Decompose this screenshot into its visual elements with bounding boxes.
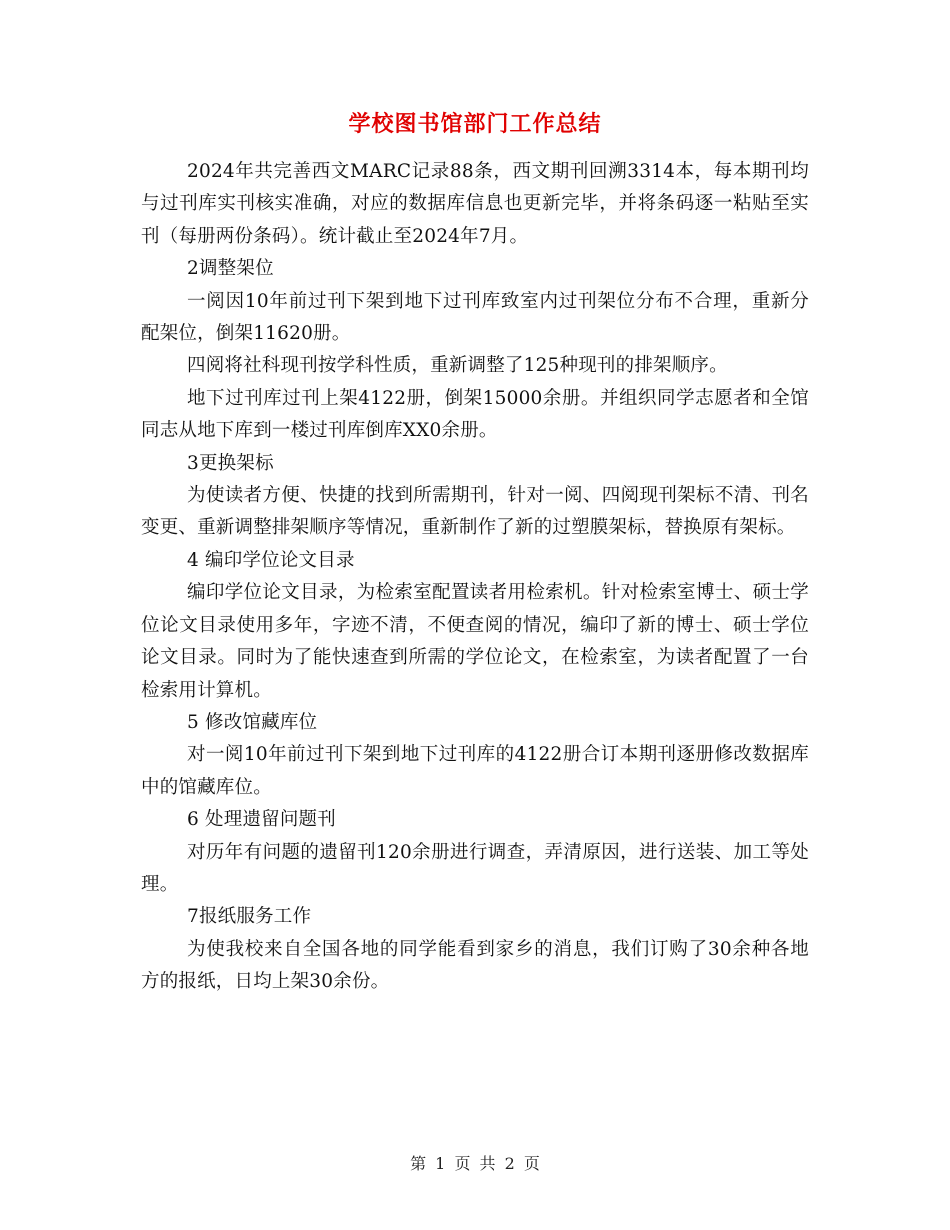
paragraph-2-1: 一阅因10年前过刊下架到地下过刊库致室内过刊架位分布不合理，重新分配架位，倒架11620册。 xyxy=(141,290,809,345)
section-heading-7: 7报纸服务工作 xyxy=(187,906,312,928)
page-footer: 第 1 页 共 2 页 xyxy=(410,1154,540,1173)
paragraph-3-1: 为使读者方便、快捷的找到所需期刊，针对一阅、四阅现刊架标不清、刊名变更、重新调整排架顺序等情况，重新制作了新的过塑膜架标，替换原有架标。 xyxy=(141,485,809,539)
section-heading-5: 5 修改馆藏库位 xyxy=(187,711,318,733)
paragraph-2-2: 四阅将社科现刊按学科性质，重新调整了125种现刊的排架顺序。 xyxy=(187,355,728,377)
paragraph-6-1: 对历年有问题的遗留刊120余册进行调查，弄清原因，进行送装、加工等处理。 xyxy=(141,841,809,895)
section-heading-4: 4 编印学位论文目录 xyxy=(187,549,355,571)
section-heading-2: 2调整架位 xyxy=(187,258,274,280)
paragraph-7-1: 为使我校来自全国各地的同学能看到家乡的消息，我们订购了30余种各地方的报纸，日均上架30余份。 xyxy=(141,938,809,993)
paragraph-4-1: 编印学位论文目录，为检索室配置读者用检索机。针对检索室博士、硕士学位论文目录使用多年，字迹不清，不便查阅的情况，编印了新的博士、硕士学位论文目录。同时为了能快速查到所需的学位论文，在检索室，为读者配置了一台检索用计算机。 xyxy=(141,582,809,701)
document-body xyxy=(141,156,809,999)
paragraph-2-3: 地下过刊库过刊上架4122册，倒架15000余册。并组织同学志愿者和全馆同志从地下库到一楼过刊库倒库XX0余册。 xyxy=(141,387,809,442)
section-heading-6: 6 处理遗留问题刊 xyxy=(187,809,336,831)
paragraph-5-1: 对一阅10年前过刊下架到地下过刊库的4122册合订本期刊逐册修改数据库中的馆藏库位。 xyxy=(141,744,809,798)
section-heading-3: 3更换架标 xyxy=(187,452,274,474)
paragraph-1: 2024年共完善西文MARC记录88条，西文期刊回溯3314本，每本期刊均与过刊库实刊核实准确，对应的数据库信息也更新完毕，并将条码逐一粘贴至实刊（每册两份条码）。统计截止至2024年7月。 xyxy=(141,161,809,247)
document-title: 学校图书馆部门工作总结 xyxy=(348,112,602,137)
